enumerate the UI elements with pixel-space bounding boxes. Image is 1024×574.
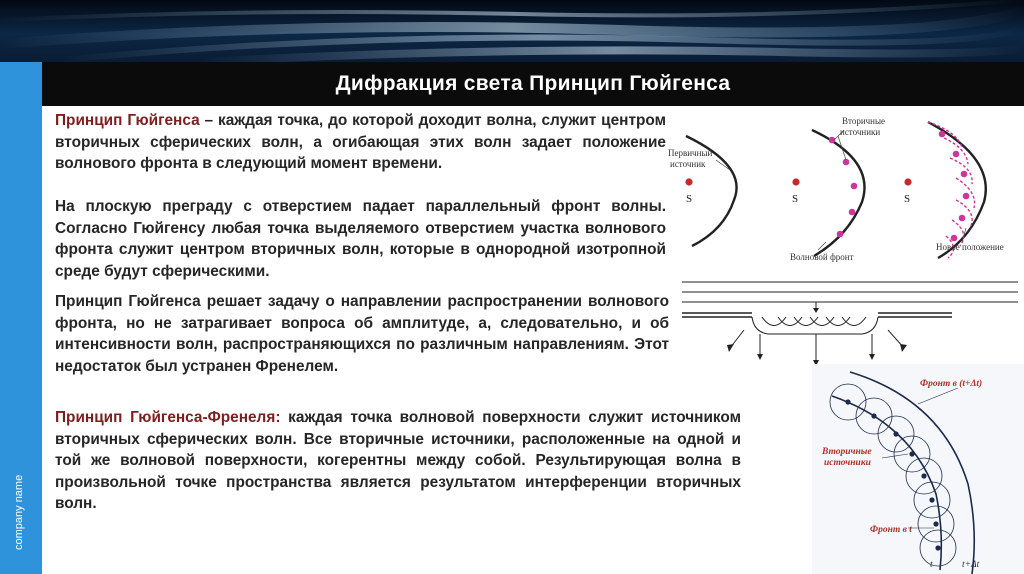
huygens-principle-term: Принцип Гюйгенса (55, 112, 200, 129)
title-bar (42, 62, 1024, 106)
secondary-sources-label-line1: Вторичные (842, 116, 886, 126)
front-t-label: Фронт в t (870, 525, 912, 535)
primary-source-label-line1: Первичный (668, 148, 713, 158)
left-sidebar (0, 62, 42, 574)
t-dt-label: t+Δt (962, 560, 980, 570)
huygens-principle-text: – каждая точка, до которой доходит волна, служит центром вторичных сферических волн, а огибающая этих волн задает положение волнового фронта в следующий момент времени. (55, 112, 666, 172)
t-label: t (930, 560, 933, 570)
new-position-label: Новое положение (936, 242, 1004, 252)
source-s-label: S (686, 193, 693, 205)
huygens-fresnel-figure (812, 364, 1024, 574)
header-banner (0, 0, 1024, 62)
secondary-sources-label-line1: Вторичные (822, 447, 872, 457)
wavefront-propagation-figure (666, 108, 1024, 268)
huygens-fresnel-paragraph (55, 407, 741, 515)
source-s-dot (685, 178, 692, 185)
banner-decoration (0, 0, 1024, 62)
source-s-label: S (904, 193, 911, 205)
secondary-sources-label-line2: источники (840, 127, 881, 137)
company-name-label: company name (13, 474, 25, 550)
huygens-fresnel-text: каждая точка волновой поверхности служит источником вторичных сферических волн. Все вторичные источники, расположенные на одной и той же волновой поверхности, когерентны между собой. Результирующая волна в произвольной точке пространства является результатом интерференции вторичных волн. (55, 409, 741, 512)
huygens-fresnel-term: Принцип Гюйгенса-Френеля: (55, 409, 281, 426)
wave-front-label: Волновой фронт (790, 252, 854, 262)
huygens-principle-paragraph (55, 110, 666, 175)
primary-source-label-line2: источник (670, 159, 706, 169)
limitation-paragraph: Принцип Гюйгенса решает задачу о направлении распространении волнового фронта, но не затрагивает вопроса об амплитуде, а, следовательно, и об интенсивности волн, распространяющихся по различным направлениям. Этот недостаток был устранен Френелем. (55, 293, 669, 375)
secondary-sources-label-line2: источники (824, 458, 871, 468)
wave-front-arc (812, 130, 865, 256)
source-s-dot (904, 178, 911, 185)
source-s-label: S (792, 193, 799, 205)
source-s-dot (792, 178, 799, 185)
slide-title: Дифракция света Принцип Гюйгенса (335, 72, 731, 95)
aperture-paragraph: На плоскую преграду с отверстием падает параллельный фронт волны. Согласно Гюйгенсу любая точка выделяемого отверстием участка волнового фронта служит центром вторичных волн, которые в однородной изотропной среде будут сферическими. (55, 198, 666, 280)
front-t-dt-label: Фронт в (t+Δt) (920, 379, 983, 389)
